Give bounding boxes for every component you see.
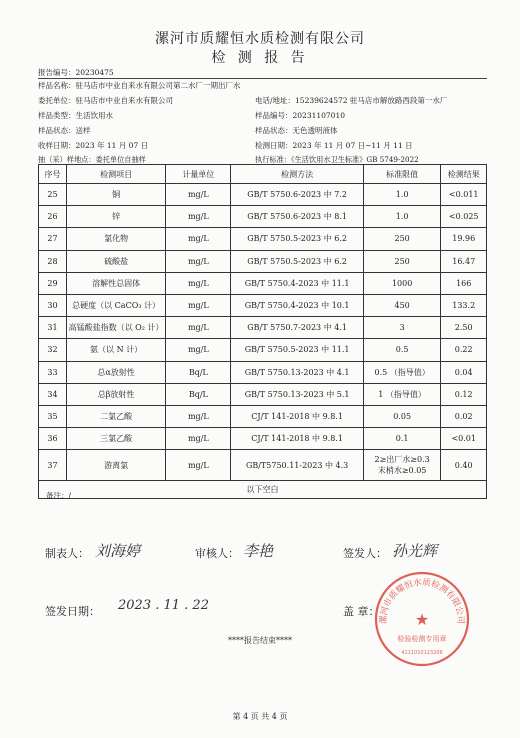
row-item: 氨（以 N 计） xyxy=(66,339,165,361)
row-result: 16.47 xyxy=(441,250,487,272)
row-method: GB/T 5750.13-2023 中 4.1 xyxy=(231,361,363,383)
row-item: 氯化物 xyxy=(66,228,165,250)
row-unit: mg/L xyxy=(166,339,231,361)
issue-date-label: 签发日期： xyxy=(45,605,100,618)
table-header-row xyxy=(39,165,487,184)
row-unit: mg/L xyxy=(166,228,231,250)
row-method: GB/T 5750.13-2023 中 5.1 xyxy=(231,383,363,405)
row-result: 133.2 xyxy=(441,294,487,316)
row-item: 二氯乙酸 xyxy=(66,405,165,427)
row-limit: 450 xyxy=(363,294,441,316)
header-limit: 标准限值 xyxy=(363,165,441,184)
approver-signature: 孙光辉 xyxy=(392,542,438,560)
sample-name: 样品名称：驻马店市中业自来水有限公司第二水厂一期出厂水 xyxy=(38,81,241,90)
reviewer-signature: 李艳 xyxy=(243,542,274,560)
client: 委托单位：驻马店市中业自来水有限公司 xyxy=(38,96,173,105)
row-method: GB/T 5750.5-2023 中 6.2 xyxy=(231,228,363,250)
table-row xyxy=(39,294,487,316)
preparer-signature: 刘海婷 xyxy=(95,542,141,560)
remarks: 备注：/ xyxy=(46,491,72,500)
sample-type: 样品类型：生活饮用水 xyxy=(38,111,113,120)
header-method: 检测方法 xyxy=(231,165,363,184)
seal-inner-text: 检验检测专用章 xyxy=(397,635,447,643)
seal-star-icon: ★ xyxy=(414,610,430,629)
row-limit: 0.1 xyxy=(363,428,441,450)
row-method: GB/T 5750.4-2023 中 11.1 xyxy=(231,272,363,294)
sampler: 抽（采）样地点：委托单位自抽样 xyxy=(38,155,146,164)
table-row xyxy=(39,228,487,250)
issue-date: 2023 . 11 . 22 xyxy=(118,598,209,613)
row-result: 2.50 xyxy=(441,317,487,339)
row-limit: 0.5 （指导值） xyxy=(363,361,441,383)
row-result: 19.96 xyxy=(441,228,487,250)
row-no: 29 xyxy=(39,272,67,294)
row-method: GB/T 5750.6-2023 中 8.1 xyxy=(231,206,363,228)
row-unit: mg/L xyxy=(166,450,231,481)
row-unit: mg/L xyxy=(166,250,231,272)
row-no: 31 xyxy=(39,317,67,339)
receive-date: 收样日期：2023 年 11 月 07 日 xyxy=(38,141,149,150)
page-number: 第 4 页 共 4 页 xyxy=(232,712,288,721)
row-result: 0.22 xyxy=(441,339,487,361)
row-method: GB/T 5750.6-2023 中 7.2 xyxy=(231,184,363,206)
row-unit: mg/L xyxy=(166,294,231,316)
seal-label: 盖 章： xyxy=(343,605,380,618)
row-item: 总硬度（以 CaCO₃ 计） xyxy=(66,294,165,316)
row-result: 0.40 xyxy=(441,450,487,481)
row-no: 34 xyxy=(39,383,67,405)
row-no: 33 xyxy=(39,361,67,383)
row-result: <0.01 xyxy=(441,428,487,450)
row-unit: mg/L xyxy=(166,428,231,450)
row-unit: mg/L xyxy=(166,184,231,206)
row-unit: Bq/L xyxy=(166,361,231,383)
row-limit: 250 xyxy=(363,250,441,272)
table-row xyxy=(39,428,487,450)
row-unit: Bq/L xyxy=(166,383,231,405)
header-result: 检测结果 xyxy=(441,165,487,184)
row-unit: mg/L xyxy=(166,206,231,228)
row-method: GB/T 5750.7-2023 中 4.1 xyxy=(231,317,363,339)
header-unit: 计量单位 xyxy=(166,165,231,184)
row-item: 总β放射性 xyxy=(66,383,165,405)
row-limit: 1.0 xyxy=(363,206,441,228)
row-unit: mg/L xyxy=(166,317,231,339)
row-item: 高锰酸盐指数（以 O₂ 计） xyxy=(66,317,165,339)
divider xyxy=(38,78,487,79)
row-limit: 2≥出厂水≥0.3 末梢水≥0.05 xyxy=(363,450,441,481)
header-item: 检测项目 xyxy=(66,165,165,184)
sampling-method: 样品状态：送样 xyxy=(38,126,91,135)
row-method: CJ/T 141-2018 中 9.8.1 xyxy=(231,405,363,427)
row-no: 30 xyxy=(39,294,67,316)
row-result: 0.02 xyxy=(441,405,487,427)
row-limit: 0.05 xyxy=(363,405,441,427)
table-row xyxy=(39,361,487,383)
blank-below: 以下空白 xyxy=(39,481,487,499)
approver-label: 签发人： xyxy=(343,547,387,560)
report-number: 报告编号：20230475 xyxy=(38,68,114,77)
results-table xyxy=(38,164,487,499)
row-result: 166 xyxy=(441,272,487,294)
row-result: <0.011 xyxy=(441,184,487,206)
preparer-label: 制表人： xyxy=(45,547,89,560)
row-result: 0.12 xyxy=(441,383,487,405)
row-result: 0.04 xyxy=(441,361,487,383)
row-no: 28 xyxy=(39,250,67,272)
table-row xyxy=(39,250,487,272)
row-method: GB/T 5750.4-2023 中 10.1 xyxy=(231,294,363,316)
row-limit: 1.0 xyxy=(363,184,441,206)
table-row xyxy=(39,405,487,427)
org-title: 漯河市质耀恒水质检测有限公司 xyxy=(155,31,365,47)
table-row xyxy=(39,383,487,405)
seal-number: 4111010123206 xyxy=(401,650,443,656)
row-method: GB/T 5750.5-2023 中 11.1 xyxy=(231,339,363,361)
row-item: 游离氯 xyxy=(66,450,165,481)
row-no: 35 xyxy=(39,405,67,427)
row-no: 37 xyxy=(39,450,67,481)
sample-state: 样品状态：无色透明液体 xyxy=(255,126,338,135)
phone-address: 电话/地址：15239624572 驻马店市解放路西段第一水厂 xyxy=(255,96,448,105)
test-date: 检测日期：2023 年 11 月 07 日~11 月 11 日 xyxy=(255,141,413,150)
row-limit: 3 xyxy=(363,317,441,339)
row-no: 26 xyxy=(39,206,67,228)
row-unit: mg/L xyxy=(166,272,231,294)
sample-number: 样品编号：20231107010 xyxy=(255,111,345,120)
row-limit: 1 （指导值） xyxy=(363,383,441,405)
table-row xyxy=(39,206,487,228)
row-no: 36 xyxy=(39,428,67,450)
row-method: GB/T5750.11-2023 中 4.3 xyxy=(231,450,363,481)
row-item: 硫酸盐 xyxy=(66,250,165,272)
row-item: 三氯乙酸 xyxy=(66,428,165,450)
row-limit: 1000 xyxy=(363,272,441,294)
row-no: 32 xyxy=(39,339,67,361)
header-no: 序号 xyxy=(39,165,67,184)
table-footer-row xyxy=(39,481,487,499)
table-row xyxy=(39,339,487,361)
report-end: ****报告结束**** xyxy=(228,636,292,645)
row-item: 溶解性总固体 xyxy=(66,272,165,294)
table-row xyxy=(39,184,487,206)
row-no: 27 xyxy=(39,228,67,250)
row-no: 25 xyxy=(39,184,67,206)
row-method: CJ/T 141-2018 中 9.8.1 xyxy=(231,428,363,450)
row-item: 铜 xyxy=(66,184,165,206)
doc-title: 检 测 报 告 xyxy=(211,50,309,66)
row-unit: mg/L xyxy=(166,405,231,427)
official-seal xyxy=(372,569,472,669)
row-limit: 250 xyxy=(363,228,441,250)
row-limit: 0.5 xyxy=(363,339,441,361)
row-result: <0.025 xyxy=(441,206,487,228)
table-row xyxy=(39,317,487,339)
table-row xyxy=(39,450,487,481)
row-item: 锌 xyxy=(66,206,165,228)
standard: 执行标准：《生活饮用水卫生标准》GB 5749-2022 xyxy=(255,155,419,164)
seal-text: 漯河市质耀恒水质检测有限公司 xyxy=(378,577,466,625)
row-item: 总α放射性 xyxy=(66,361,165,383)
row-method: GB/T 5750.5-2023 中 6.2 xyxy=(231,250,363,272)
reviewer-label: 审核人： xyxy=(195,547,239,560)
table-row xyxy=(39,272,487,294)
